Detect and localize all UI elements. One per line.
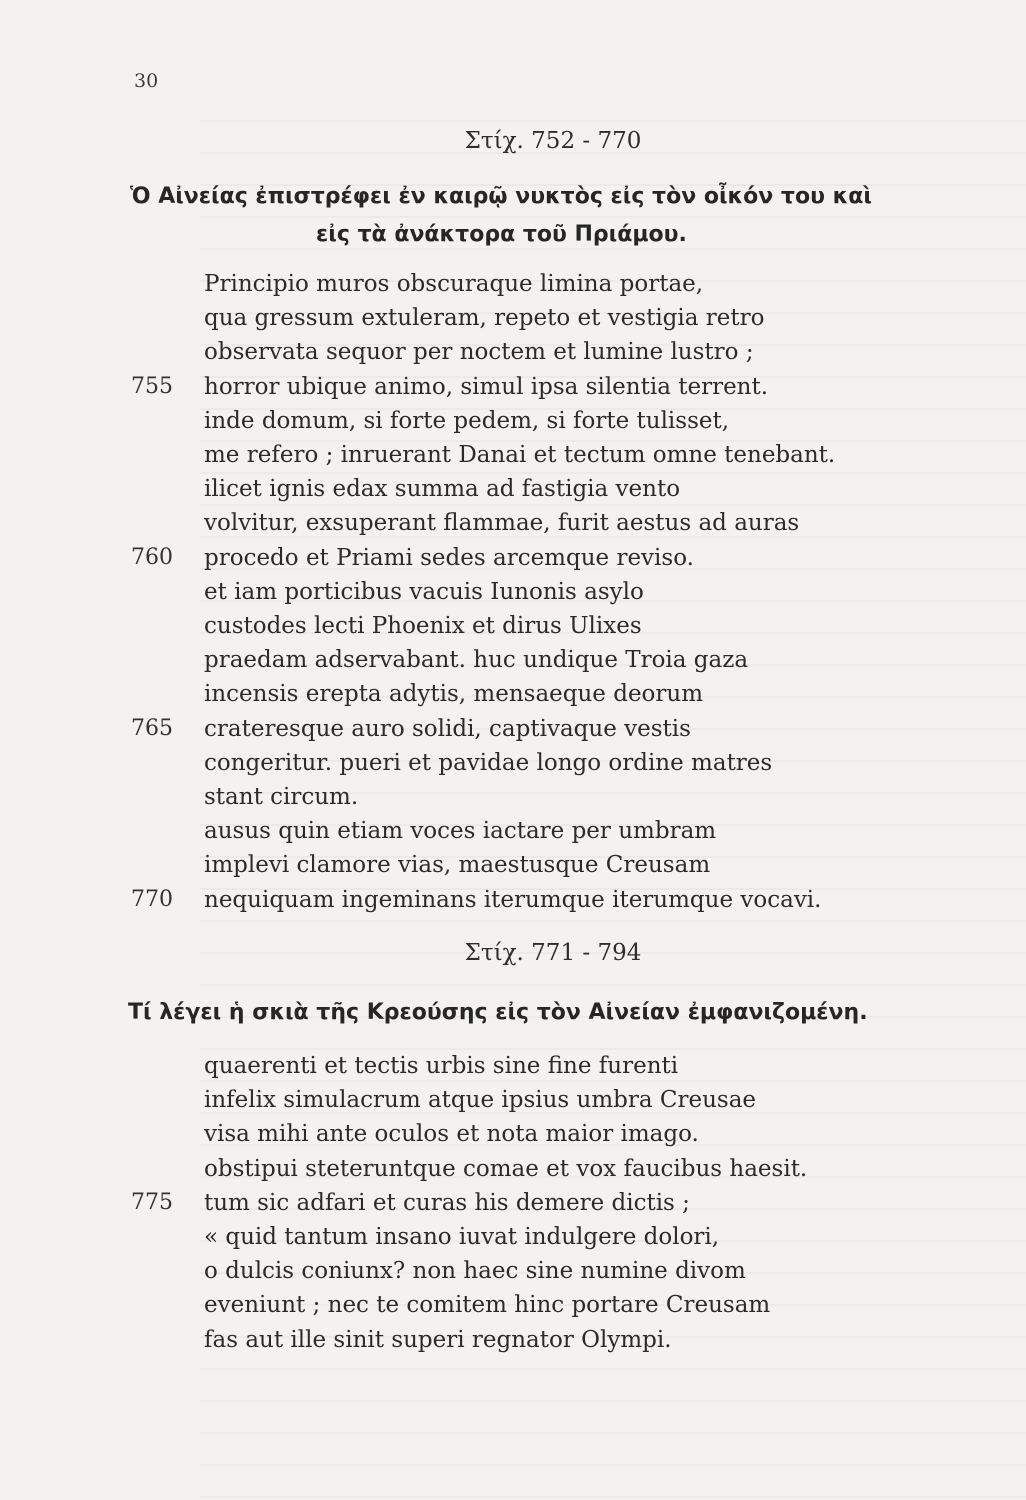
line-number: 775	[131, 1189, 173, 1215]
verse-line	[0, 884, 1026, 916]
line-text: tum sic adfari et curas his demere dictis ;	[204, 1189, 690, 1216]
line-text: congeritur. pueri et pavidae longo ordine matres	[204, 749, 773, 776]
line-text: inde domum, si forte pedem, si forte tulisset,	[204, 407, 730, 434]
verse-line	[0, 610, 1026, 642]
line-text: o dulcis coniunx? non haec sine numine divom	[204, 1258, 746, 1285]
verse-line	[0, 1084, 1026, 1116]
verse-line	[0, 1187, 1026, 1219]
verse-line	[0, 1221, 1026, 1253]
verse-line	[0, 371, 1026, 403]
line-text: « quid tantum insano iuvat indulgere dolori,	[204, 1224, 720, 1250]
verse-line	[0, 576, 1026, 608]
line-text: volvitur, exsuperant flammae, furit aestus ad auras	[204, 510, 800, 537]
line-text: obstipui steteruntque comae et vox faucibus haesit.	[204, 1155, 808, 1182]
line-text: nequiquam ingeminans iterumque iterumque vocavi.	[204, 886, 822, 913]
line-text: custodes lecti Phoenix et dirus Ulixes	[204, 613, 642, 639]
line-text: fas aut ille sinit superi regnator Olympi.	[204, 1326, 672, 1353]
verse-line	[0, 1255, 1026, 1287]
line-text: incensis erepta adytis, mensaeque deorum	[204, 681, 704, 708]
verse-line	[0, 473, 1026, 505]
line-number: 765	[131, 715, 173, 741]
verse-line	[0, 336, 1026, 368]
line-text: qua gressum extuleram, repeto et vestigia retro	[204, 305, 765, 332]
line-text: quaerenti et tectis urbis sine fine furenti	[204, 1053, 679, 1079]
line-text: eveniunt ; nec te comitem hinc portare Creusam	[204, 1292, 771, 1319]
verse-line	[0, 713, 1026, 745]
verse-line	[0, 678, 1026, 710]
line-number: 770	[131, 886, 173, 912]
section-heading-2: Στίχ. 771 - 794	[464, 940, 642, 966]
line-text: praedam adservabant. huc undique Troia gaza	[204, 647, 749, 674]
verse-line	[0, 747, 1026, 779]
line-text: horror ubique animo, simul ipsa silentia terrent.	[204, 373, 769, 400]
verse-line	[0, 815, 1026, 847]
verse-line	[0, 1153, 1026, 1185]
line-text: ausus quin etiam voces iactare per umbram	[204, 818, 717, 845]
verse-line	[0, 405, 1026, 437]
verse-line	[0, 1324, 1026, 1356]
line-text: observata sequor per noctem et lumine lustro ;	[204, 339, 754, 366]
line-text: visa mihi ante oculos et nota maior imago.	[204, 1121, 699, 1148]
line-text: stant circum.	[204, 784, 359, 810]
section-title-1-line-2: εἰς τὰ ἀνάκτορα τοῦ Πριάμου.	[316, 222, 687, 247]
line-number: 755	[131, 373, 173, 399]
line-text: et iam porticibus vacuis Iunonis asylo	[204, 578, 644, 605]
line-text: ilicet ignis edax summa ad fastigia vento	[204, 476, 681, 503]
verse-line	[0, 542, 1026, 574]
page-number: 30	[134, 70, 159, 92]
verse-line	[0, 1289, 1026, 1321]
line-text: me refero ; inruerant Danai et tectum omne tenebant.	[204, 442, 836, 468]
section-title-1-line-1: Ὁ Αἰνείας ἐπιστρέφει ἐν καιρῷ νυκτὸς εἰς τὸν οἶκόν του καὶ	[130, 184, 872, 209]
verse-line	[0, 1050, 1026, 1082]
section-title-2: Τί λέγει ἡ σκιὰ τῆς Κρεούσης εἰς τὸν Αἰνείαν ἐμφανιζομένη.	[128, 1000, 868, 1025]
verse-line	[0, 507, 1026, 539]
line-text: procedo et Priami sedes arcemque reviso.	[204, 544, 694, 571]
verse-line	[0, 781, 1026, 813]
line-number: 760	[131, 544, 173, 570]
line-text: Principio muros obscuraque limina portae,	[204, 271, 704, 297]
line-text: crateresque auro solidi, captivaque vestis	[204, 715, 691, 742]
verse-line	[0, 644, 1026, 676]
line-text: infelix simulacrum atque ipsius umbra Creusae	[204, 1087, 757, 1114]
verse-line	[0, 268, 1026, 300]
verse-line	[0, 1118, 1026, 1150]
line-text: implevi clamore vias, maestusque Creusam	[204, 852, 711, 879]
verse-line	[0, 302, 1026, 334]
verse-line	[0, 849, 1026, 881]
verse-line	[0, 439, 1026, 471]
section-heading-1: Στίχ. 752 - 770	[464, 128, 642, 154]
